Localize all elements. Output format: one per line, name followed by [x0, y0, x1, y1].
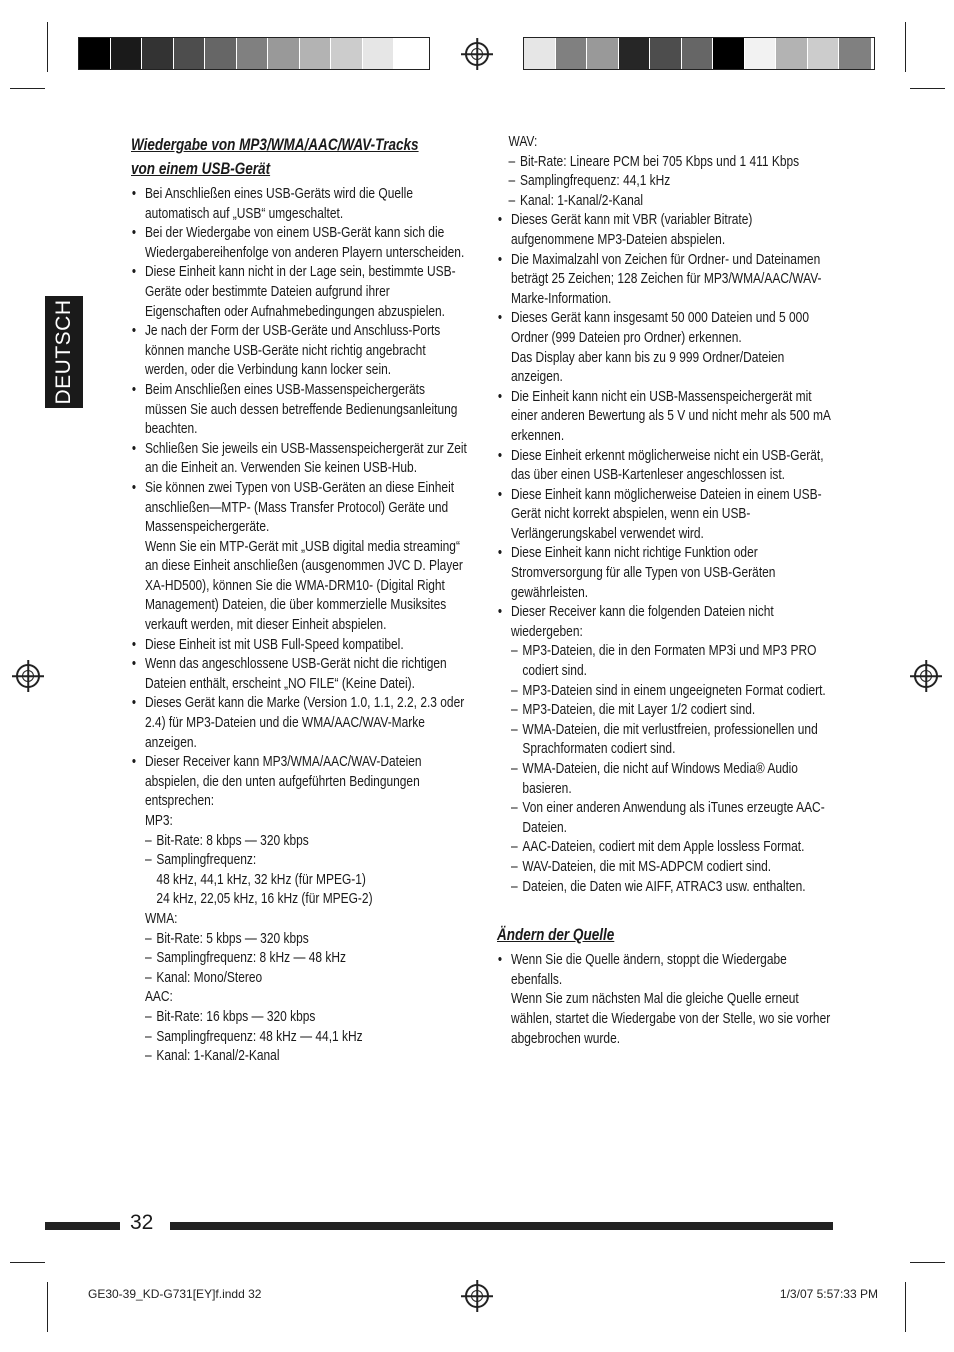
- list-item: – WAV-Dateien, die mit MS-ADPCM codiert sind.: [511, 858, 833, 878]
- color-swatch: [111, 38, 143, 69]
- color-swatch: [268, 38, 300, 69]
- list-item: • Diese Einheit kann möglicherweise Dateien in einem USB-Gerät nicht korrekt abspielen, wenn ein USB-Verlängerungskabel verwendet wird.: [497, 486, 833, 545]
- section-title-usb: Wiedergabe von MP3/WMA/AAC/WAV-Tracks von einem USB-Gerät: [131, 136, 419, 178]
- color-swatch: [524, 38, 556, 69]
- color-swatch: [839, 38, 871, 69]
- list-item: – Bit-Rate: 8 kbps — 320 kbps: [145, 832, 467, 852]
- crop-mark: [10, 88, 45, 89]
- list-item: – Bit-Rate: 16 kbps — 320 kbps: [145, 1008, 467, 1028]
- column-right: [497, 133, 833, 1049]
- footer-bar-left: [45, 1222, 120, 1230]
- list-item: – Von einer anderen Anwendung als iTunes erzeugte AAC-Dateien.: [511, 799, 833, 838]
- list-item: – Dateien, die Daten wie AIFF, ATRAC3 usw. enthalten.: [511, 878, 833, 898]
- footer-bar-right: [170, 1222, 833, 1230]
- list-item: • Beim Anschließen eines USB-Massenspeichergeräts müssen Sie auch dessen betreffende Bedienungsanleitung beachten.: [131, 381, 467, 440]
- color-swatch: [619, 38, 651, 69]
- bullet-list: [497, 951, 833, 1049]
- list-item: – Samplingfrequenz: 44,1 kHz: [508, 172, 833, 192]
- list-item: • Dieser Receiver kann die folgenden Dateien nicht wiedergeben: – MP3-Dateien, die in den Formaten MP3i und MP3 PRO codiert sind. – MP3-Dateien sind in einem ungeeigneten Format codiert. – MP3-Dateien, die mit Layer 1/2 codiert sind. – WMA-Dateien, die mit verlustfreien, professionellen und Sprachformaten codiert sind. – WMA-Dateien, die nicht auf Windows Media® Audio basieren. – Von einer anderen Anwendung als iTunes erzeugte AAC-Dateien. – AAC-Dateien, codiert mit dem Apple lossless Format. – WAV-Dateien, die mit MS-ADPCM codiert sind. – Dateien, die Daten wie AIFF, ATRAC3 usw. enthalten.: [497, 603, 833, 897]
- registration-mark-icon: [465, 1284, 489, 1308]
- list-item: • Bei der Wiedergabe von einem USB-Gerät kann sich die Wiedergabereihenfolge von anderen Playern unterscheiden.: [131, 224, 467, 263]
- footer-date: 1/3/07 5:57:33 PM: [779, 1287, 878, 1301]
- list-item: – WMA-Dateien, die mit verlustfreien, professionellen und Sprachformaten codiert sind.: [511, 721, 833, 760]
- color-swatch: [331, 38, 363, 69]
- crop-mark: [905, 1282, 906, 1332]
- list-item: – Kanal: 1-Kanal/2-Kanal: [145, 1047, 467, 1067]
- list-item: • Wenn das angeschlossene USB-Gerät nicht die richtigen Dateien enthält, erscheint „NO FILE“ (Keine Datei).: [131, 655, 467, 694]
- list-item: – Samplingfrequenz: 48 kHz — 44,1 kHz: [145, 1028, 467, 1048]
- color-swatch: [205, 38, 237, 69]
- list-item: • Die Einheit kann nicht ein USB-Massenspeichergerät mit einer anderen Bewertung als 5 V und nicht mehr als 500 mA erkennen.: [497, 388, 833, 447]
- list-item: – MP3-Dateien, die in den Formaten MP3i und MP3 PRO codiert sind.: [511, 642, 833, 681]
- crop-mark: [47, 22, 48, 72]
- list-item: – Bit-Rate: Lineare PCM bei 705 Kbps und 1 411 Kbps: [508, 153, 833, 173]
- color-swatch: [79, 38, 111, 69]
- color-swatch: [745, 38, 777, 69]
- crop-mark: [910, 88, 945, 89]
- language-tab: [45, 296, 83, 408]
- color-swatch: [556, 38, 588, 69]
- language-tab-label: DEUTSCH: [52, 299, 75, 405]
- color-swatch: [713, 38, 745, 69]
- color-swatch: [808, 38, 840, 69]
- color-swatch: [363, 38, 395, 69]
- list-item: – AAC-Dateien, codiert mit dem Apple lossless Format.: [511, 838, 833, 858]
- list-item: – WMA-Dateien, die nicht auf Windows Media® Audio basieren.: [511, 760, 833, 799]
- color-swatch: [300, 38, 332, 69]
- list-item: • Dieses Gerät kann mit VBR (variabler Bitrate) aufgenommene MP3-Dateien abspielen.: [497, 211, 833, 250]
- color-swatch: [776, 38, 808, 69]
- list-item: • Die Maximalzahl von Zeichen für Ordner- und Dateinamen beträgt 25 Zeichen; 128 Zeichen für MP3/WMA/AAC/WAV-Marke-Information.: [497, 251, 833, 310]
- list-item: – Kanal: Mono/Stereo: [145, 969, 467, 989]
- color-bar-right: [523, 37, 875, 70]
- list-item: • Diese Einheit kann nicht in der Lage sein, bestimmte USB-Geräte oder bestimmte Dateien aufgrund ihrer Eigenschaften oder Aufnahmebedingungen abzuspielen.: [131, 263, 467, 322]
- color-swatch: [394, 38, 426, 69]
- list-item: – Bit-Rate: 5 kbps — 320 kbps: [145, 930, 467, 950]
- bullet-list: [497, 211, 833, 897]
- dash-list: [511, 642, 833, 897]
- list-item: • Diese Einheit kann nicht richtige Funktion oder Stromversorgung für alle Typen von USB-Geräten gewährleisten.: [497, 544, 833, 603]
- list-item: – Samplingfrequenz: 48 kHz, 44,1 kHz, 32 kHz (für MPEG-1) 24 kHz, 22,05 kHz, 16 kHz (für MPEG-2): [145, 851, 467, 910]
- color-swatch: [682, 38, 714, 69]
- dash-list: [145, 832, 467, 910]
- column-left: [131, 133, 467, 1067]
- wav-label: WAV:: [508, 134, 538, 150]
- color-swatch: [237, 38, 269, 69]
- crop-mark: [47, 1282, 48, 1332]
- list-item: – Kanal: 1-Kanal/2-Kanal: [508, 192, 833, 212]
- crop-mark: [10, 1262, 45, 1263]
- color-swatch: [174, 38, 206, 69]
- list-item: • Wenn Sie die Quelle ändern, stoppt die Wiedergabe ebenfalls. Wenn Sie zum nächsten Mal die gleiche Quelle erneut wählen, startet die Wiedergabe von der Stelle, wo sie vorher abgebrochen wurde.: [497, 951, 833, 1049]
- list-item: • Dieses Gerät kann insgesamt 50 000 Dateien und 5 000 Ordner (999 Dateien pro Ordner) erkennen. Das Display aber kann bis zu 9 999 Ordner/Dateien anzeigen.: [497, 309, 833, 387]
- color-swatch: [650, 38, 682, 69]
- list-item: • Bei Anschließen eines USB-Geräts wird die Quelle automatisch auf „USB“ umgeschaltet.: [131, 185, 467, 224]
- bullet-list: [131, 185, 467, 1067]
- color-bar-left: [78, 37, 430, 70]
- registration-mark-icon: [914, 664, 938, 688]
- list-item: – MP3-Dateien sind in einem ungeeigneten Format codiert.: [511, 682, 833, 702]
- list-item: • Sie können zwei Typen von USB-Geräten an diese Einheit anschließen—MTP- (Mass Transfer Protocol) Geräte und Massenspeichergeräte. Wenn Sie ein MTP-Gerät mit „USB digital media streaming“ an diese Einheit anschließen (ausgenommen JVC D. Player XA-HD500), können Sie die WMA-DRM10- (Digital Right Management) Dateien, die über kommerzielle Musiksites verkauft werden, mit dieser Einheit abspielen.: [131, 479, 467, 636]
- list-item: • Diese Einheit erkennt möglicherweise nicht ein USB-Gerät, das über einen USB-Kartenleser angeschlossen ist.: [497, 447, 833, 486]
- color-swatch: [142, 38, 174, 69]
- crop-mark: [910, 1262, 945, 1263]
- dash-list: [508, 153, 833, 212]
- section-source: [497, 923, 833, 1049]
- list-item: • Schließen Sie jeweils ein USB-Massenspeichergerät zur Zeit an die Einheit an. Verwenden Sie keinen USB-Hub.: [131, 440, 467, 479]
- list-item: • Je nach der Form der USB-Geräte und Anschluss-Ports können manche USB-Geräte nicht richtig angebracht werden, oder die Verbindung kann locker sein.: [131, 322, 467, 381]
- registration-mark-icon: [16, 664, 40, 688]
- page-number: 32: [130, 1211, 154, 1234]
- list-item: • Dieser Receiver kann MP3/WMA/AAC/WAV-Dateien abspielen, die den unten aufgeführten Bedingungen entsprechen: MP3: – Bit-Rate: 8 kbps — 320 kbps – Samplingfrequenz: 48 kHz, 44,1 kHz, 32 kHz (für MPEG-1) 24 kHz, 22,05 kHz, 16 kHz (für MPEG-2) WMA: – Bit-Rate: 5 kbps — 320 kbps – Samplingfrequenz: 8 kHz — 48 kHz – Kanal: Mono/Stereo AAC: – Bit-Rate: 16 kbps — 320 kbps – Samplingfrequenz: 48 kHz — 44,1 kHz – Kanal: 1-Kanal/2-Kanal: [131, 753, 467, 1067]
- list-item: – Samplingfrequenz: 8 kHz — 48 kHz: [145, 949, 467, 969]
- list-item: • Diese Einheit ist mit USB Full-Speed kompatibel.: [131, 636, 467, 656]
- footer-file: GE30-39_KD-G731[EY]f.indd 32: [88, 1287, 262, 1301]
- dash-list: [145, 1008, 467, 1067]
- crop-mark: [905, 22, 906, 72]
- list-item: • Dieses Gerät kann die Marke (Version 1.0, 1.1, 2.2, 2.3 oder 2.4) für MP3-Dateien und die WMA/AAC/WAV-Marke anzeigen.: [131, 694, 467, 753]
- registration-mark-icon: [465, 42, 489, 66]
- list-item: – MP3-Dateien, die mit Layer 1/2 codiert sind.: [511, 701, 833, 721]
- dash-list: [145, 930, 467, 989]
- color-swatch: [587, 38, 619, 69]
- section-title-source: Ändern der Quelle: [497, 926, 615, 945]
